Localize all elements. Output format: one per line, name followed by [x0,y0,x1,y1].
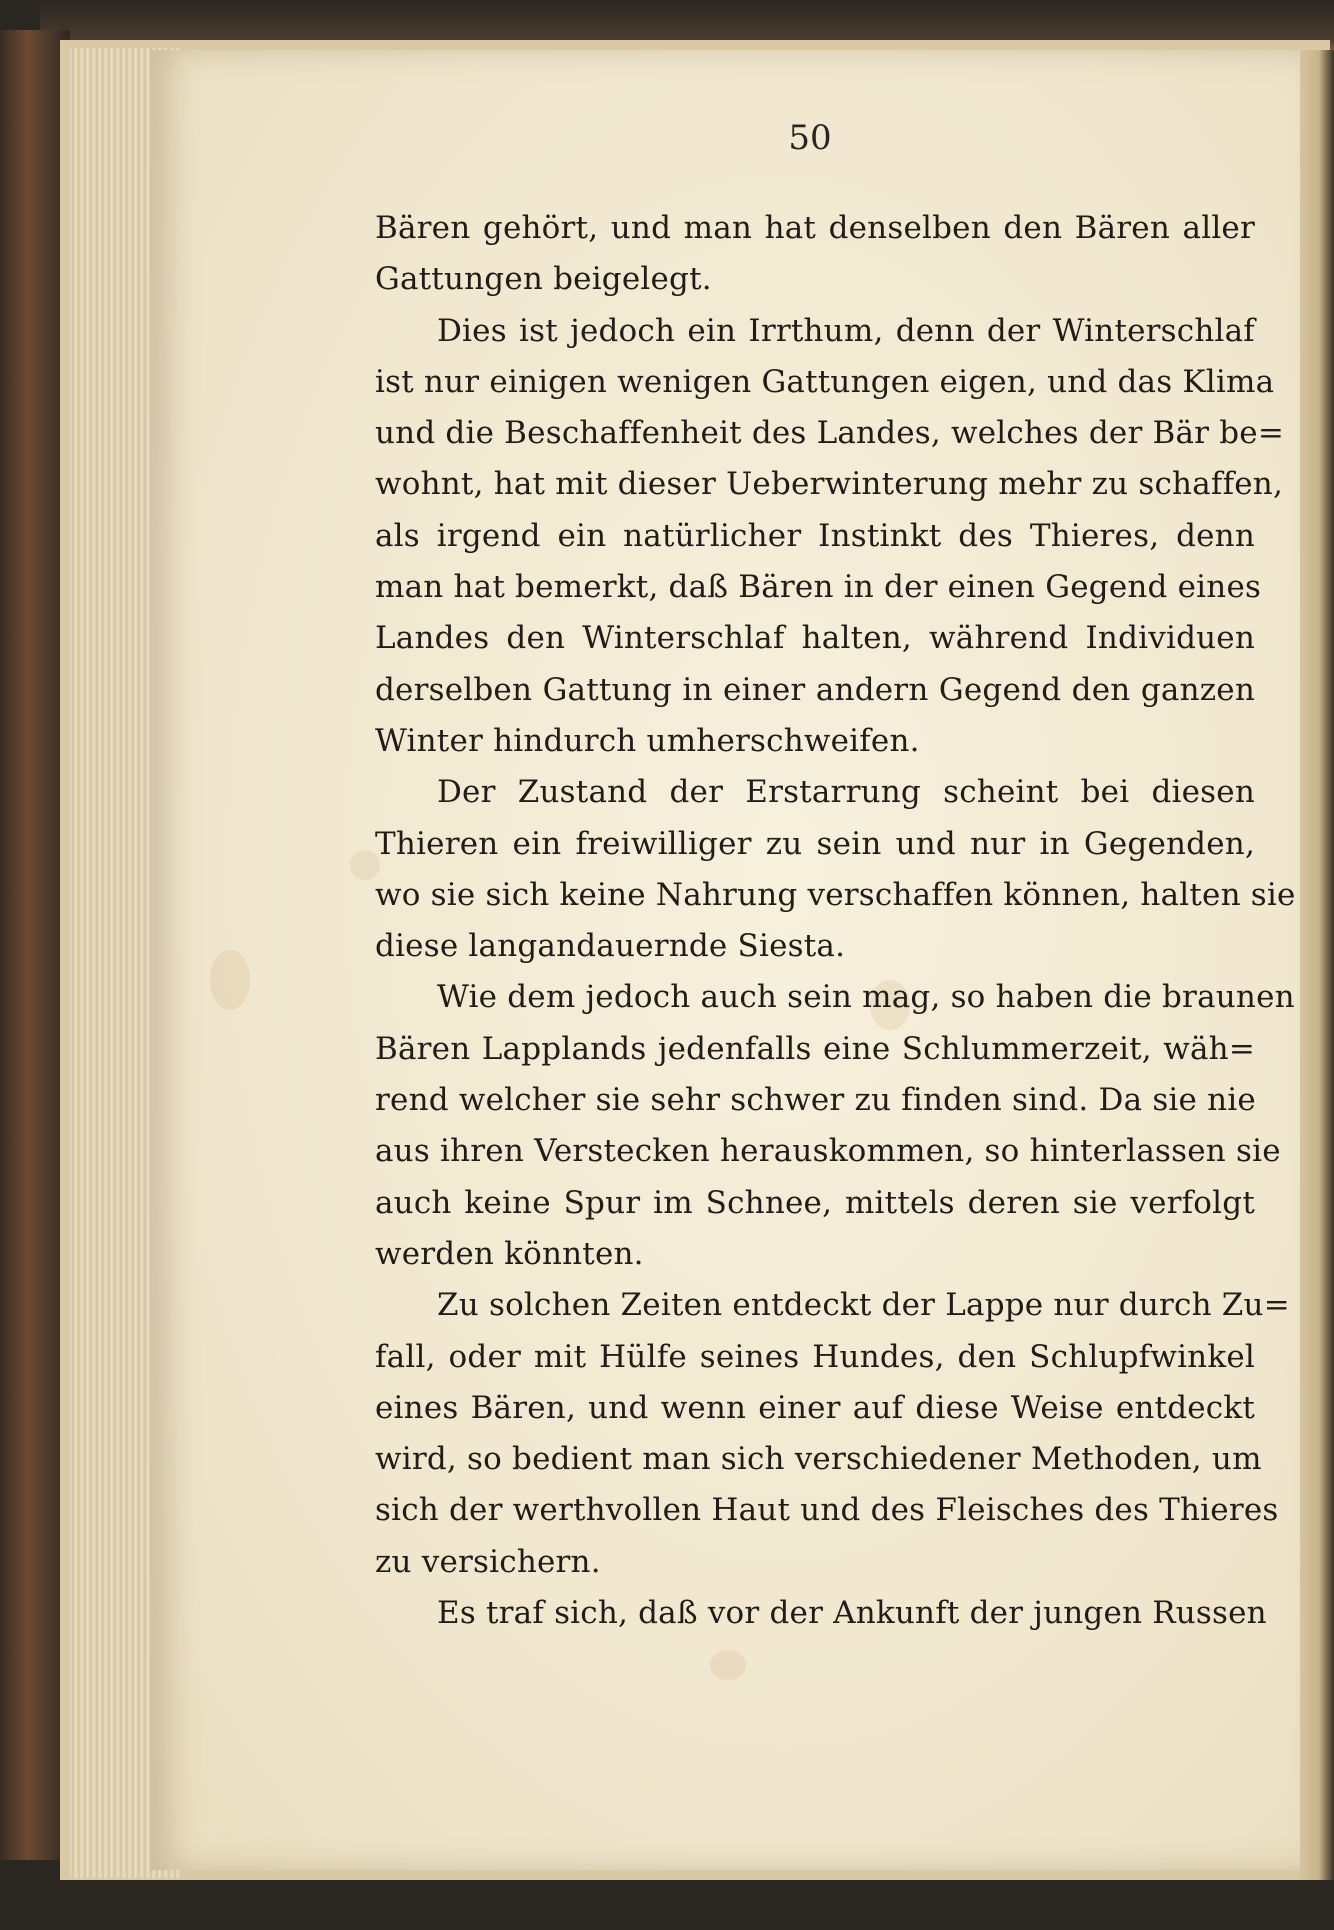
text-line: sich der werthvollen Haut und des Fleisches des Thieres [375,1492,1279,1529]
text-line: Dies ist jedoch ein Irrthum, denn der Winterschlaf [437,312,1255,349]
text-line: Bären gehört, und man hat denselben den Bären aller [375,210,1255,246]
text-line: und die Beschaffenheit des Landes, welches der Bär be= [375,415,1285,452]
text-line: fall, oder mit Hülfe seines Hundes, den Schlupfwinkel [375,1338,1255,1375]
text-line: werden könnten. [375,1235,644,1272]
text-line: eines Bären, und wenn einer auf diese Weise entdeckt [375,1389,1255,1426]
text-line: rend welcher sie sehr schwer zu finden sind. Da sie nie [375,1082,1256,1119]
text-line: Wie dem jedoch auch sein mag, so haben die braunen [437,979,1295,1016]
text-line: zu versichern. [375,1543,601,1580]
text-line: auch keine Spur im Schnee, mittels deren sie verfolgt [375,1184,1255,1221]
text-line: Thieren ein freiwilliger zu sein und nur in Gegenden, [375,825,1255,862]
text-line: wo sie sich keine Nahrung verschaffen können, halten sie [375,876,1296,913]
text-line: Der Zustand der Erstarrung scheint bei diesen [437,774,1255,811]
text-line: diese langandauernde Siesta. [375,928,846,965]
text-line: Gattungen beigelegt. [375,261,712,298]
page-text [375,203,1296,1639]
text-line: man hat bemerkt, daß Bären in der einen Gegend eines [375,569,1262,606]
text-line: Es traf sich, daß vor der Ankunft der jungen Russen [437,1595,1267,1632]
text-line: aus ihren Verstecken herauskommen, so hinterlassen sie [375,1133,1281,1170]
text-line: wird, so bedient man sich verschiedener Methoden, um [375,1441,1262,1478]
text-line: Landes den Winterschlaf halten, während Individuen [375,620,1255,657]
text-line: als irgend ein natürlicher Instinkt des Thieres, denn [375,517,1255,554]
text-line: Winter hindurch umherschweifen. [375,722,920,759]
paper-stain [710,1650,746,1680]
page-right-edge [1296,50,1334,1880]
text-line: Bären Lapplands jedenfalls eine Schlummerzeit, wäh= [375,1030,1255,1067]
paper-stain [210,950,250,1010]
text-line: ist nur einigen wenigen Gattungen eigen, und das Klima [375,363,1275,400]
text-line: Zu solchen Zeiten entdeckt der Lappe nur durch Zu= [437,1287,1290,1324]
text-line: derselben Gattung in einer andern Gegend den ganzen [375,671,1255,708]
page-number: 50 [788,118,832,158]
text-line: wohnt, hat mit dieser Ueberwinterung mehr zu schaffen, [375,466,1284,503]
